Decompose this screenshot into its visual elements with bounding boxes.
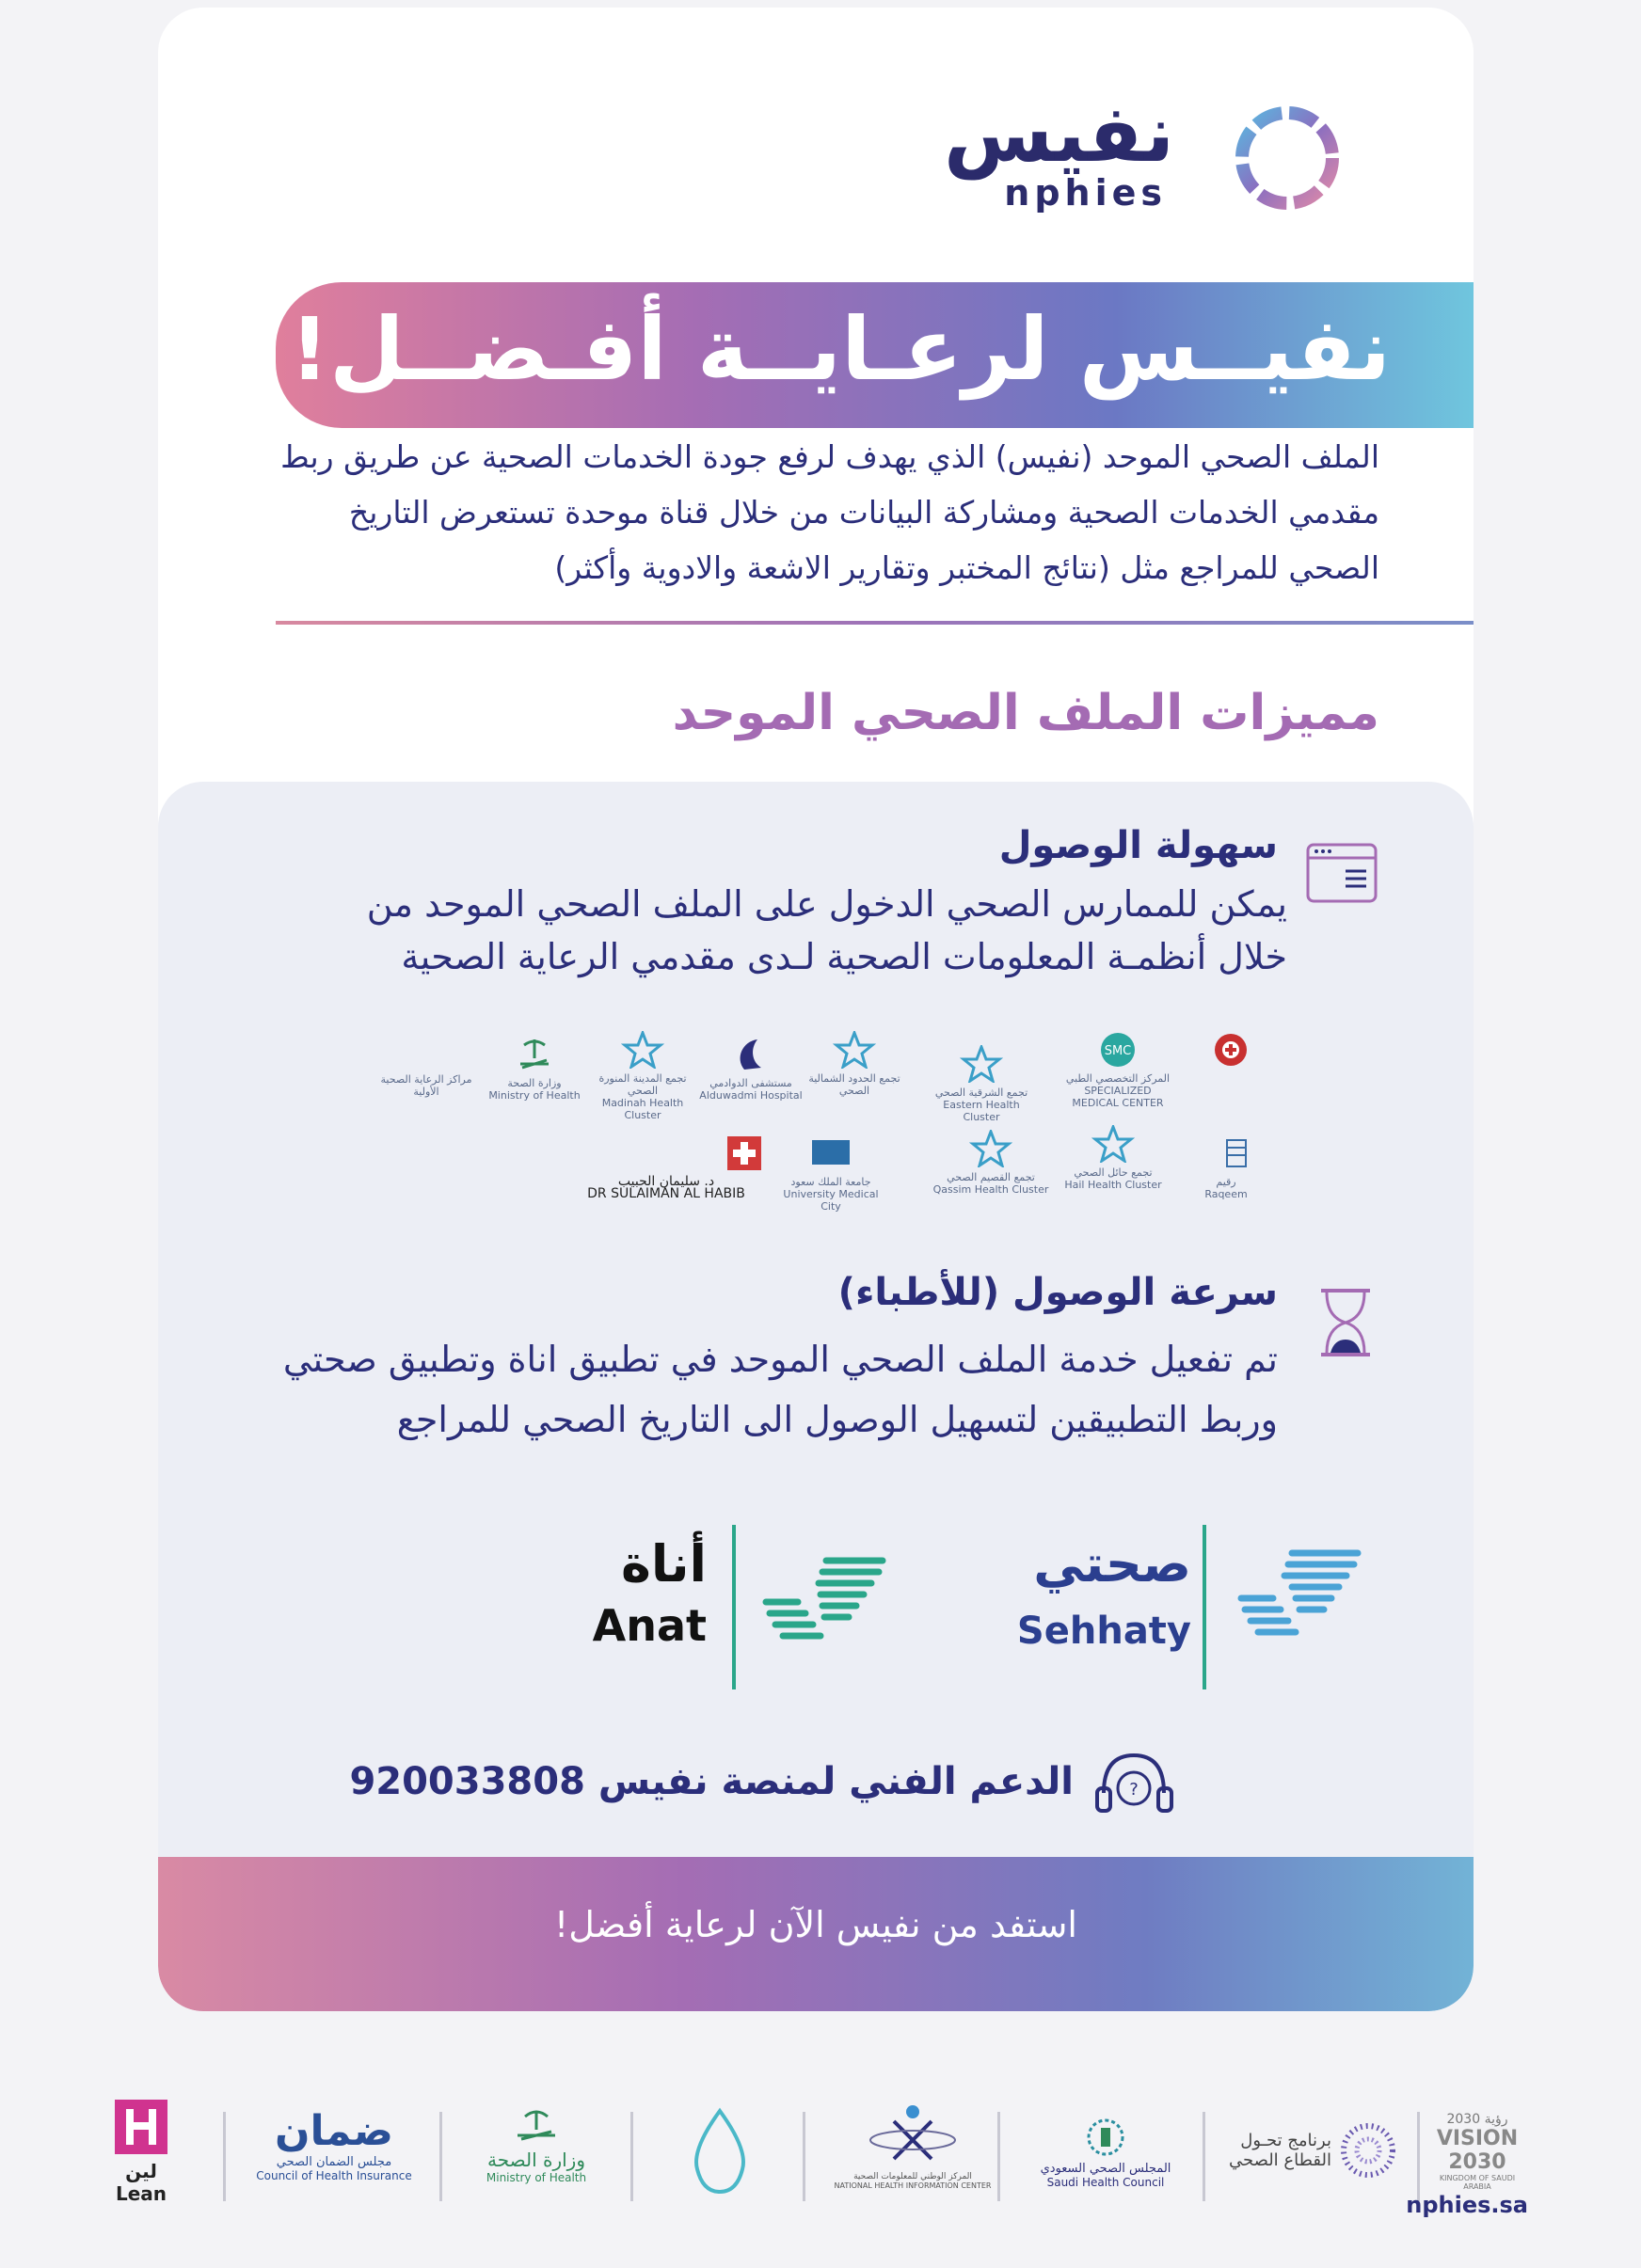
anat-name-ar: أناة — [621, 1534, 707, 1594]
banner-title: نفيــس لرعـايــة أفـضــل! — [290, 299, 1391, 400]
nhic-en: NATIONAL HEALTH INFORMATION CENTER — [834, 2181, 992, 2190]
feature-text-speed — [196, 1329, 1278, 1450]
headset-support-icon — [1090, 1741, 1179, 1831]
intro-paragraph — [269, 429, 1379, 595]
moh-ar: وزارة الصحة — [487, 2149, 585, 2171]
browser-window-icon — [1304, 835, 1379, 911]
app-divider — [732, 1525, 736, 1689]
partner-label: مستشفى الدوادمي — [709, 1077, 792, 1089]
partner-label: رقيم — [1216, 1176, 1236, 1188]
anat-check-icon — [760, 1553, 892, 1657]
partner-sub: University Medical City — [783, 1188, 879, 1213]
partner-logo — [1174, 1031, 1287, 1072]
star-flower-icon — [833, 1031, 876, 1069]
footer-separator — [223, 2112, 226, 2201]
palm-swords-icon — [513, 1036, 556, 1073]
shc-logo — [1021, 2117, 1190, 2189]
hospital-emblem-icon — [729, 1036, 773, 1073]
partner-label: د. سليمان الحبيب — [617, 1174, 715, 1189]
palm-swords-icon — [508, 2107, 565, 2145]
partner-logo — [1061, 1031, 1174, 1109]
dotted-star-icon — [1339, 2121, 1397, 2180]
chi-ar: ضمان — [274, 2107, 394, 2155]
support-text: الدعم الفني لمنصة نفيس 920033808 — [349, 1760, 1074, 1803]
partner-logo — [374, 1073, 478, 1098]
sehhaty-name-ar: صحتي — [1033, 1534, 1191, 1594]
partner-logo — [925, 1045, 1038, 1123]
partner-label: تجمع الحدود الشمالية الصحي — [808, 1072, 900, 1097]
partner-sub: Raqeem — [1204, 1188, 1248, 1200]
shc-ar: المجلس الصحي السعودي — [1040, 2162, 1171, 2176]
website-link[interactable]: nphies.sa — [1406, 2192, 1528, 2218]
feature-title-access: سهولة الوصول — [998, 824, 1278, 867]
logo-arabic: نفيس — [943, 87, 1174, 180]
lean-en: Lean — [115, 2182, 167, 2205]
medical-services-emblem-icon — [1209, 1031, 1252, 1069]
health-transformation-logo — [1219, 2121, 1407, 2197]
feature-line: تم تفعيل خدمة الملف الصحي الموحد في تطبيق اناة وتطبيق صحتي — [282, 1339, 1278, 1380]
poster-card — [158, 8, 1474, 2011]
council-emblem-icon — [1082, 2117, 1129, 2158]
partner-label: تجمع الشرقية الصحي — [934, 1086, 1028, 1099]
logo-latin: nphies — [1004, 172, 1167, 214]
raqeem-icon — [1204, 1134, 1248, 1172]
nphies-logo — [939, 87, 1410, 229]
star-flower-icon — [969, 1130, 1012, 1167]
partner-logo — [586, 1031, 699, 1121]
sehhaty-footer-logo — [673, 2107, 767, 2200]
partner-logo — [774, 1134, 887, 1213]
nphies-emblem-icon — [1221, 92, 1353, 224]
features-panel — [158, 782, 1474, 2011]
app-divider — [1203, 1525, 1206, 1689]
partner-sub: Hail Health Cluster — [1064, 1179, 1162, 1191]
anat-name-en: Anat — [592, 1600, 707, 1651]
feature-line: خلال أنظمـة المعلومات الصحية لـدى مقدمي الرعاية الصحية — [401, 936, 1287, 977]
cta-banner[interactable] — [158, 1857, 1474, 2011]
star-flower-icon — [960, 1045, 1003, 1083]
partner-sub: Qassim Health Cluster — [932, 1183, 1049, 1196]
partner-logo — [553, 1134, 779, 1200]
star-flower-icon — [621, 1031, 664, 1069]
footer-separator — [1203, 2112, 1205, 2201]
hourglass-icon — [1308, 1285, 1383, 1360]
partner-sub: Madinah Health Cluster — [601, 1097, 684, 1121]
vision-sub: KINGDOM OF SAUDI ARABIA — [1439, 2174, 1516, 2191]
footer-separator — [630, 2112, 633, 2201]
partner-label: تجمع القصيم الصحي — [947, 1171, 1035, 1183]
water-drop-icon — [682, 2107, 757, 2197]
moh-logo — [475, 2107, 597, 2184]
transformation-text: برنامج تحـول القطاع الصحي — [1228, 2131, 1331, 2170]
partner-label: وزارة الصحة — [507, 1077, 562, 1089]
partner-logo — [1170, 1134, 1283, 1200]
lean-ar: لين — [125, 2160, 157, 2182]
partner-logo — [798, 1031, 911, 1097]
svg-text:?: ? — [1129, 1780, 1139, 1800]
smc-badge-icon — [1096, 1031, 1139, 1069]
footer-separator — [997, 2112, 1000, 2201]
lean-emblem-icon — [113, 2098, 169, 2156]
features-heading: مميزات الملف الصحي الموحد — [672, 685, 1379, 741]
title-banner — [276, 282, 1474, 428]
partner-label: مراكز الرعاية الصحية الأولية — [380, 1073, 472, 1098]
sehhaty-name-en: Sehhaty — [1016, 1610, 1191, 1653]
divider — [276, 621, 1474, 625]
chi-en: Council of Health Insurance — [256, 2169, 412, 2182]
partner-label: تجمع المدينة المنورة الصحي — [598, 1072, 687, 1097]
moh-en: Ministry of Health — [486, 2171, 587, 2184]
svg-text:SMC: SMC — [1104, 1044, 1132, 1058]
feature-text-access — [346, 878, 1287, 983]
intro-line: مقدمي الخدمات الصحية ومشاركة البيانات من خلال قناة موحدة تستعرض التاريخ — [348, 494, 1379, 531]
feature-line: يمكن للممارس الصحي الدخول على الملف الصحي الموحد من — [366, 883, 1287, 925]
partner-label: جامعة الملك سعود — [790, 1176, 871, 1188]
star-flower-icon — [1091, 1125, 1135, 1163]
vision-en: VISION 2030 — [1436, 2127, 1519, 2174]
feature-line: وربط التطبيقين لتسهيل الوصول الى التاريخ الصحي للمراجع — [396, 1399, 1278, 1440]
sehhaty-check-icon — [1235, 1544, 1367, 1647]
chi-sub: مجلس الضمان الصحي — [276, 2155, 392, 2169]
partner-logo — [906, 1130, 1075, 1196]
footer-separator — [439, 2112, 442, 2201]
cross-emblem-icon — [723, 1134, 766, 1172]
app-logos — [158, 1525, 1474, 1704]
vision-2030-logo — [1426, 2112, 1529, 2191]
lean-logo — [108, 2098, 174, 2205]
partner-logo — [694, 1036, 807, 1102]
nhic-ar: المركز الوطني للمعلومات الصحية — [853, 2172, 972, 2181]
partner-sub: DR SULAIMAN AL HABIB — [587, 1186, 745, 1201]
partner-label: تجمع حائل الصحي — [1074, 1166, 1153, 1179]
university-badge-icon — [809, 1134, 852, 1172]
partner-sub: Ministry of Health — [488, 1089, 581, 1102]
footer-separator — [803, 2112, 805, 2201]
partner-sub: SPECIALIZED MEDICAL CENTER — [1072, 1085, 1164, 1109]
vision-ar: رؤية 2030 — [1446, 2112, 1508, 2127]
nhic-logo — [833, 2102, 993, 2190]
chi-logo — [254, 2107, 414, 2182]
feature-title-speed: سرعة الوصول (للأطباء) — [837, 1271, 1278, 1314]
footer-separator — [1417, 2112, 1420, 2201]
cta-text: استفد من نفيس الآن لرعاية أفضل! — [554, 1904, 1077, 1945]
intro-line: الصحي للمراجع مثل (نتائج المختبر وتقارير الاشعة والادوية وأكثر) — [554, 549, 1379, 586]
partner-sub: Eastern Health Cluster — [943, 1099, 1020, 1123]
shc-en: Saudi Health Council — [1046, 2176, 1165, 2189]
partner-logo — [478, 1036, 591, 1102]
intro-line: الملف الصحي الموحد (نفيس) الذي يهدف لرفع جودة الخدمات الصحية عن طريق ربط — [280, 438, 1379, 475]
dna-figure-icon — [866, 2102, 960, 2168]
partner-sub: Alduwadmi Hospital — [699, 1089, 803, 1102]
partner-label: المركز التخصصي الطبي — [1065, 1072, 1171, 1085]
